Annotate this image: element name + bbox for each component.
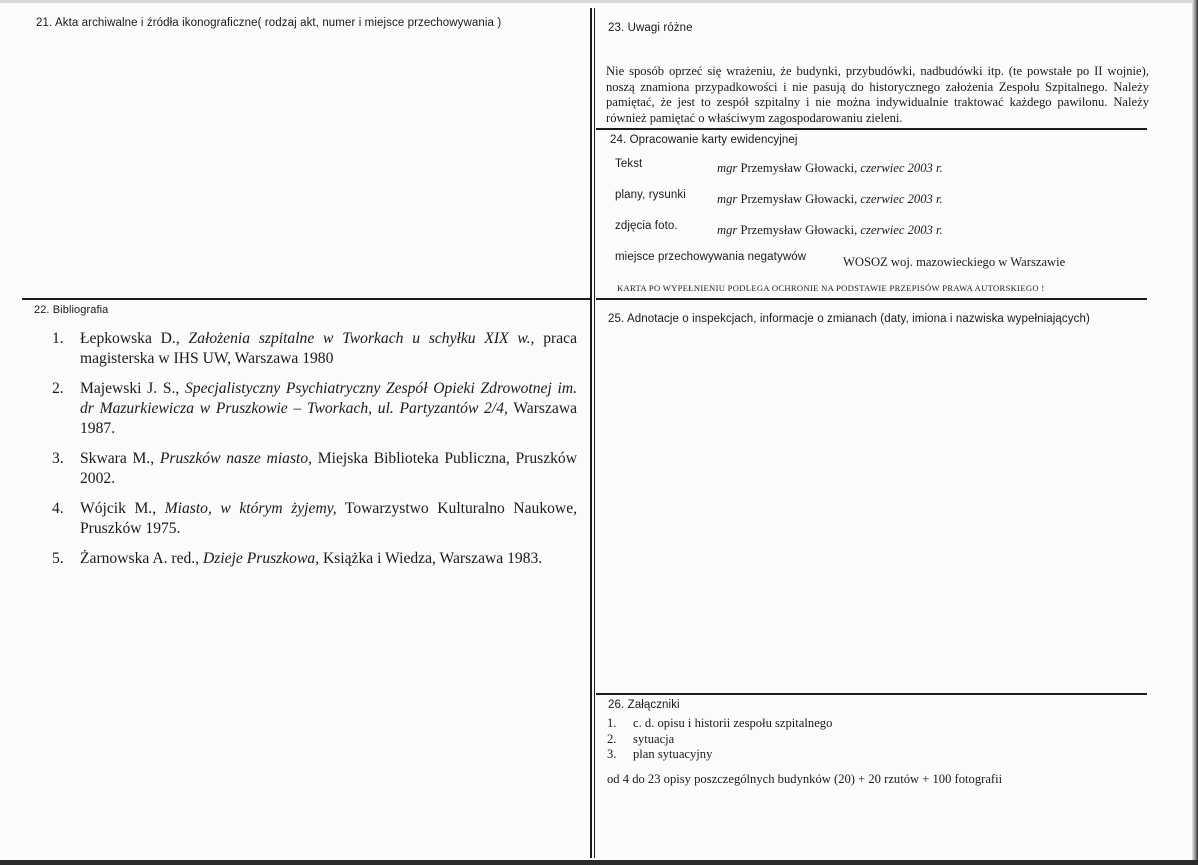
bibliography-item <box>52 329 577 369</box>
attachment-item <box>607 747 832 763</box>
attachment-item-number: 3. <box>607 747 617 761</box>
bibliography-item <box>52 449 577 489</box>
section-24-title: 24. Opracowanie karty ewidencyjnej <box>610 134 798 146</box>
bibliography-item <box>52 379 577 439</box>
copyright-note: KARTA PO WYPEŁNIENIU PODLEGA OCHRONIE NA PODSTAWIE PRZEPISÓW PRAWA AUTORSKIEGO ! <box>617 283 1045 293</box>
attachment-item-text: plan sytuacyjny <box>633 747 713 761</box>
left-section-rule <box>22 298 590 300</box>
rule-24-25 <box>596 298 1147 300</box>
attachments-extra: od 4 do 23 opisy poszczególnych budynków (20) + 20 rzutów + 100 fotografii <box>607 772 1003 786</box>
prep-author-photos: Przemysław Głowacki, <box>740 223 858 237</box>
attachment-item-number: 2. <box>607 731 617 746</box>
attachment-item <box>607 716 832 732</box>
attachment-item-text: c. d. opisu i historii zespołu szpitalnego <box>633 716 833 730</box>
bibliography-item-number: 1. <box>52 330 64 347</box>
section-21-title: 21. Akta archiwalne i źródła ikonograficzne( rodzaj akt, numer i miejsce przechowywania ) <box>36 17 502 29</box>
attachment-item-number: 1. <box>607 716 617 730</box>
section-25-title: 25. Adnotacje o inspekcjach, informacje o zmianach (daty, imiona i nazwiska wypełniających) <box>608 313 1090 325</box>
prep-label-plans: plany, rysunki <box>615 189 686 201</box>
prep-value-text: mgr Przemysław Głowacki, czerwiec 2003 r. <box>717 161 943 175</box>
rule-25-26 <box>596 693 1147 695</box>
prep-author-text: Przemysław Głowacki, <box>740 161 858 175</box>
bibliography-list <box>52 329 577 579</box>
bibliography-item-title: Dzieje Pruszkowa, <box>202 550 320 567</box>
bibliography-item-details: Miejska Biblioteka Publiczna, Pruszków 2002. <box>80 450 577 487</box>
prep-label-photos: zdjęcia foto. <box>615 220 678 232</box>
top-edge-shadow <box>0 0 1198 3</box>
prep-value-photos: mgr Przemysław Głowacki, czerwiec 2003 r. <box>717 223 943 237</box>
bibliography-item-author: Łepkowska D., <box>80 330 189 347</box>
bibliography-item <box>52 499 577 539</box>
rule-23-24 <box>596 128 1147 130</box>
bibliography-item <box>52 549 577 569</box>
bottom-edge-shadow <box>0 860 1198 865</box>
bibliography-item-title: Pruszków nasze miasto, <box>159 450 313 467</box>
attachment-item-text: sytuacja <box>633 731 675 746</box>
bibliography-item-title: Specjalistyczny Psychiatryczny Zespół Opieki Zdrowotnej im. dr Mazurkiewicza w Pruszkowie – Tworkach, ul. Partyzantów 2/4, <box>80 380 577 417</box>
bibliography-item-details: Towarzystwo Kulturalno Naukowe, Pruszków 1975. <box>80 500 578 537</box>
prep-date-text: czerwiec 2003 r. <box>860 161 943 175</box>
prep-date-plans: czerwiec 2003 r. <box>860 192 943 206</box>
bibliography-item-number: 3. <box>52 450 64 467</box>
bibliography-item-number: 5. <box>52 550 64 567</box>
attachments-list <box>607 716 832 763</box>
negatives-label: miejsce przechowywania negatywów <box>615 251 807 263</box>
center-divider-inner <box>594 8 595 858</box>
bibliography-item-title: Miasto, w którym żyjemy, <box>164 500 337 517</box>
remarks-text: Nie sposób oprzeć się wrażeniu, że budynki, przybudówki, nadbudówki itp. (te powstałe po II wojnie), noszą znamiona przypadkowości i nie pasują do historycznego założenia Zespołu Szpitalnego. Należy pamiętać, że jest to zespół szpitalny i nie można indywidualnie traktować każdego pawilonu. Należy również pamiętać o właściwym zagospodarowaniu zieleni. <box>606 64 1149 125</box>
prep-date-photos: czerwiec 2003 r. <box>860 223 943 237</box>
center-divider <box>590 8 592 858</box>
section-26-title: 26. Załączniki <box>608 699 680 711</box>
bibliography-item-author: Wójcik M., <box>80 500 165 517</box>
bibliography-item-details: , praca magisterska w IHS UW, Warszawa 1980 <box>80 330 577 367</box>
right-edge-shadow <box>1192 0 1198 865</box>
bibliography-item-number: 2. <box>52 380 64 397</box>
negatives-value: WOSOZ woj. mazowieckiego w Warszawie <box>843 255 1066 269</box>
prep-label-text: Tekst <box>615 158 643 170</box>
bibliography-item-author: Skwara M., <box>80 450 160 467</box>
bibliography-item-author: Majewski J. S., <box>80 380 185 397</box>
prep-author-plans: Przemysław Głowacki, <box>740 192 858 206</box>
bibliography-item-author: Żarnowska A. red., <box>80 550 203 567</box>
section-22-title: 22. Bibliografia <box>34 304 109 316</box>
bibliography-item-details: Warszawa 1987. <box>80 400 577 437</box>
attachment-item <box>607 732 832 748</box>
bibliography-item-title: Założenia szpitalne w Tworkach u schyłku XIX w. <box>188 330 531 347</box>
prep-value-plans: mgr Przemysław Głowacki, czerwiec 2003 r. <box>717 192 943 206</box>
section-23-title: 23. Uwagi różne <box>608 22 693 34</box>
bibliography-item-details: Książka i Wiedza, Warszawa 1983. <box>319 550 543 567</box>
bibliography-item-number: 4. <box>52 500 64 517</box>
